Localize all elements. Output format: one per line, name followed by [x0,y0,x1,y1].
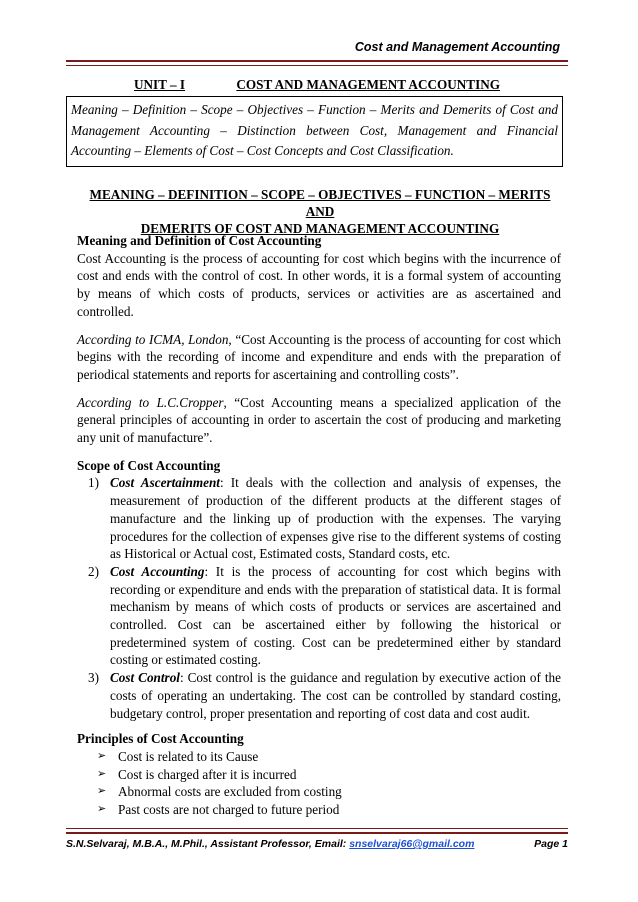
footer-email-link[interactable]: snselvaraj66@gmail.com [349,838,475,850]
footer-divider [66,828,568,834]
unit-label: UNIT – I [133,77,186,92]
icma-source: According to ICMA, London [77,331,229,347]
section-heading [76,186,564,237]
cropper-definition [77,394,561,447]
principles-heading: Principles of Cost Accounting [77,731,244,747]
section-heading-line-2: DEMERITS OF COST AND MANAGEMENT ACCOUNTING [140,221,500,236]
arrow-bullet-icon: ➢ [97,785,107,798]
scope-item-text: : It deals with the collection and analysis of expenses, the measurement of production of the different products at the different stages of manufacture and the linking up of production with the expenses. The varying procedures for the collection of expenses give rise to the different systems of costing as Historical or Actual cost, Estimated costs, Standard costs, etc. [110,475,561,562]
list-item: ➢ Past costs are not charged to future period [97,802,340,818]
section-heading-line-1: MEANING – DEFINITION – SCOPE – OBJECTIVES – FUNCTION – MERITS AND [89,187,551,219]
meaning-heading: Meaning and Definition of Cost Accounting [77,233,322,248]
list-item: ➢ Abnormal costs are excluded from costing [97,784,342,800]
list-item: ➢ Cost is related to its Cause [97,748,259,764]
scope-item-number: 1) [88,475,99,491]
scope-item-number: 2) [88,563,99,579]
unit-title-line [66,77,568,93]
arrow-bullet-icon: ➢ [97,749,107,762]
main-content [77,232,561,819]
cropper-quote: , “Cost Accounting means a specialized application of the general principles of accounting in order to ascertain the cost of producing and marketing any unit of manufacture”. [77,394,561,446]
icma-definition [77,331,561,384]
icma-quote: , “Cost Accounting is the process of accounting for cost which begins with the recording of income and expenditure and ends with the preparation of periodical statements and reports for ascertaining and controlling costs”. [77,331,562,382]
meaning-paragraph: Cost Accounting is the process of accounting for cost which begins with the incurrence of cost and ends with the control of cost. In other words, it is a formal system of accounting by means of which costs of products, services or activities are as ascertained and controlled. [77,250,561,319]
header-divider [66,60,568,66]
scope-item-text: : Cost control is the guidance and regulation by executive action of the costs of operating an undertaking. The cost can be controlled by standard costing, budgetary control, proper presentation and reporting of cost data and cost audit. [110,670,561,721]
scope-item [77,563,561,669]
scope-item-text: : It is the process of accounting for cost which begins with recording or expenditure and ends with the preparation of statistical data. It is formal mechanism by means of which costs of products or services are ascertained and controlled. Cost can be ascertained either by following the historical or predetermined system of costing. Cost can be predetermined either by standard costing or estimated costing. [110,563,561,668]
arrow-bullet-icon: ➢ [97,767,107,780]
scope-heading: Scope of Cost Accounting [77,457,221,473]
scope-item-term: Cost Ascertainment [110,475,220,491]
unit-title: COST AND MANAGEMENT ACCOUNTING [236,77,501,92]
scope-item-term: Cost Accounting [110,563,205,579]
arrow-bullet-icon: ➢ [97,803,107,816]
scope-item [77,474,561,563]
page-footer [66,838,568,850]
list-item: ➢ Cost is charged after it is incurred [97,766,297,782]
scope-item-number: 3) [88,670,99,686]
syllabus-box: Meaning – Definition – Scope – Objectives – Function – Merits and Demerits of Cost and Management Accounting – Distinction between Cost, Management and Financial Accounting – Elements of Cost – Cost Concepts and Cost Classification. [66,96,563,167]
page-number: Page 1 [534,838,568,850]
running-header-title: Cost and Management Accounting [354,40,560,54]
scope-item-term: Cost Control [110,670,180,686]
principles-list [77,748,561,819]
scope-item [77,669,561,722]
footer-author: S.N.Selvaraj, M.B.A., M.Phil., Assistant Professor, Email: [66,838,350,850]
scope-list [77,474,561,722]
cropper-source: According to L.C.Cropper [77,394,224,410]
